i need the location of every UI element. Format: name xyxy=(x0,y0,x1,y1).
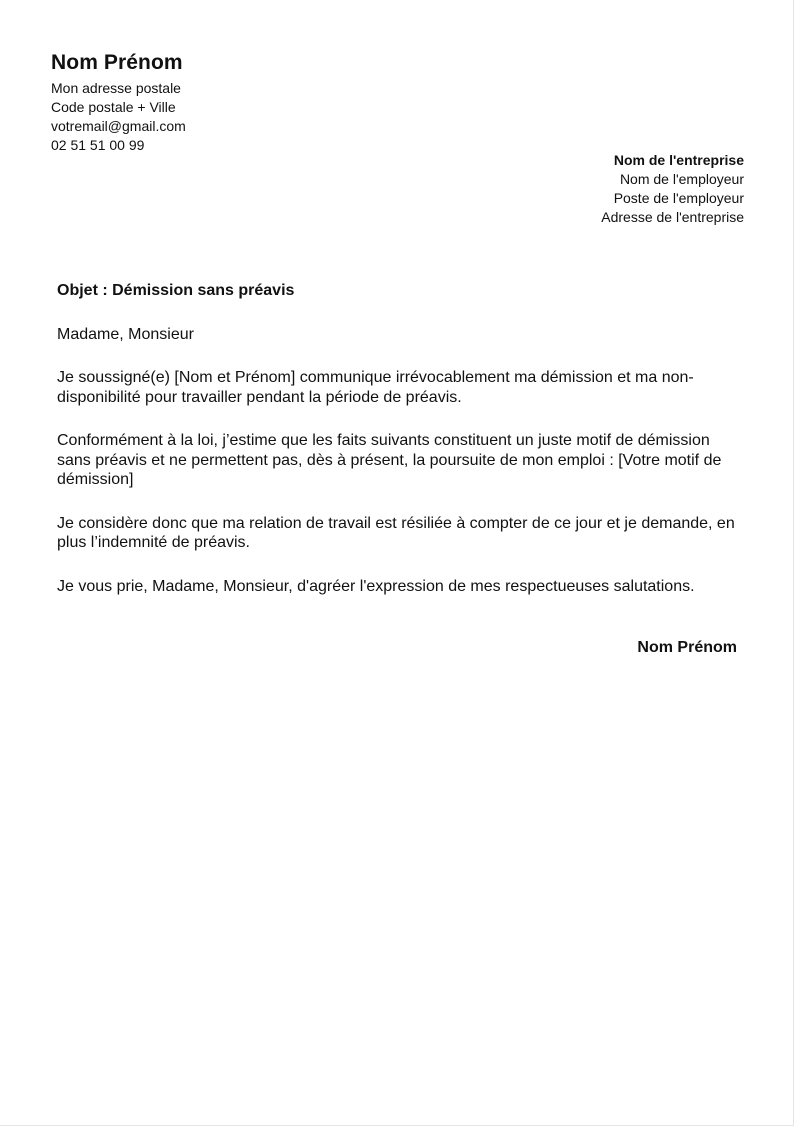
letter-paragraph: Je soussigné(e) [Nom et Prénom] communique irrévocablement ma démission et ma non-disponibilité pour travailler pendant la période de préavis. xyxy=(57,369,694,406)
recipient-company-address: Adresse de l'entreprise xyxy=(601,209,744,225)
recipient-block xyxy=(601,151,744,227)
sender-address: Mon adresse postale xyxy=(51,80,181,96)
letter-closing: Je vous prie, Madame, Monsieur, d'agréer l'expression de mes respectueuses salutations. xyxy=(57,577,695,595)
sender-city: Code postale + Ville xyxy=(51,99,176,115)
letter-paragraph: Je considère donc que ma relation de travail est résiliée à compter de ce jour et je demande, en plus l’indemnité de préavis. xyxy=(57,514,735,551)
recipient-employer-name: Nom de l'employeur xyxy=(619,171,744,187)
letter-paragraph: Conformément à la loi, j’estime que les faits suivants constituent un juste motif de démission sans préavis et ne permettent pas, dès à présent, la poursuite de mon emploi : [Votre motif de démission] xyxy=(57,432,722,488)
sender-block xyxy=(51,50,186,155)
letter-body xyxy=(57,281,747,620)
recipient-employer-position: Poste de l'employeur xyxy=(613,190,744,206)
letter-subject: Objet : Démission sans préavis xyxy=(57,282,295,299)
signature: Nom Prénom xyxy=(637,639,737,656)
sender-email: votremail@gmail.com xyxy=(51,118,186,134)
letter-greeting: Madame, Monsieur xyxy=(57,325,194,343)
sender-name: Nom Prénom xyxy=(51,51,183,74)
recipient-company: Nom de l'entreprise xyxy=(613,152,744,168)
sender-phone: 02 51 51 00 99 xyxy=(51,137,145,153)
